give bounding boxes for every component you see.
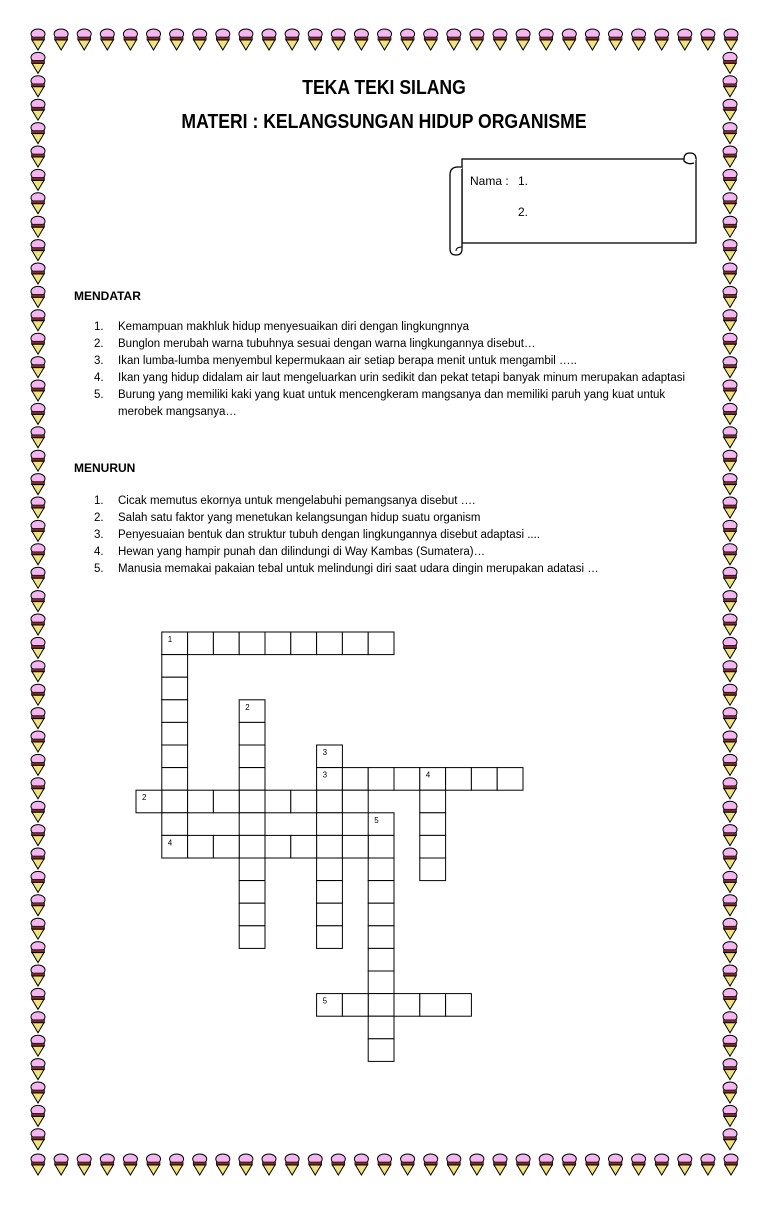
crossword-cell[interactable] [162, 790, 188, 813]
crossword-cell[interactable] [368, 813, 394, 836]
list-item: 2. Salah satu faktor yang menetukan kelangsungan hidup suatu organism [94, 512, 481, 524]
crossword-cell[interactable] [291, 632, 317, 655]
crossword-cell[interactable] [162, 700, 188, 723]
crossword-cell[interactable] [136, 790, 162, 813]
crossword-cell[interactable] [420, 768, 446, 791]
crossword-cell[interactable] [368, 768, 394, 791]
crossword-cell[interactable] [162, 835, 188, 858]
mendatar-heading: MENDATAR [74, 289, 141, 303]
crossword-cell[interactable] [368, 971, 394, 994]
crossword-cell[interactable] [368, 903, 394, 926]
crossword-cell[interactable] [162, 655, 188, 678]
crossword-cell[interactable] [317, 994, 343, 1017]
list-item: 3. Penyesuaian bentuk dan struktur tubuh dengan lingkungannya disebut adaptasi .... [94, 529, 540, 541]
crossword-cell[interactable] [188, 632, 214, 655]
crossword-cell[interactable] [368, 1016, 394, 1039]
crossword-cell[interactable] [420, 994, 446, 1017]
crossword-cell[interactable] [420, 835, 446, 858]
nama-label: Nama : [470, 174, 509, 188]
crossword-number-label: 3 [322, 748, 328, 757]
crossword-cell[interactable] [446, 994, 472, 1017]
crossword-cell[interactable] [317, 926, 343, 949]
list-item: 5. Burung yang memiliki kaki yang kuat untuk mencengkeram mangsanya dan memiliki paruh yang kuat untuk [94, 389, 666, 401]
crossword-cell[interactable] [265, 835, 291, 858]
crossword-cell[interactable] [239, 632, 265, 655]
crossword-number-label: 5 [374, 815, 379, 825]
crossword-cell[interactable] [239, 858, 265, 881]
crossword-cell[interactable] [342, 994, 368, 1017]
crossword-cell[interactable] [420, 790, 446, 813]
crossword-cell[interactable] [368, 1039, 394, 1062]
crossword-cell[interactable] [497, 768, 523, 791]
crossword-cell[interactable] [162, 677, 188, 700]
crossword-cell[interactable] [291, 835, 317, 858]
list-item: 3. Ikan lumba-lumba menyembul kepermukaan air setiap berapa menit untuk mengambil ….. [94, 355, 577, 367]
crossword-cell[interactable] [239, 835, 265, 858]
crossword-cell[interactable] [446, 768, 472, 791]
list-item: 1. Kemampuan makhluk hidup menyesuaikan diri dengan lingkungnnya [94, 321, 469, 333]
crossword-cell[interactable] [368, 632, 394, 655]
crossword-cell[interactable] [342, 790, 368, 813]
nama-second: 2. [518, 205, 529, 219]
page-subtitle: MATERI : KELANGSUNGAN HIDUP ORGANISME [181, 111, 587, 133]
crossword-cell[interactable] [394, 994, 420, 1017]
crossword-cell[interactable] [213, 790, 239, 813]
crossword-cell[interactable] [239, 926, 265, 949]
crossword-cell[interactable] [188, 835, 214, 858]
list-item: 5. Manusia memakai pakaian tebal untuk melindungi diri saat udara dingin merupakan adatasi … [94, 563, 599, 575]
page-title: TEKA TEKI SILANG [302, 77, 466, 99]
crossword-number-label: 4 [167, 838, 173, 848]
crossword-cell[interactable] [162, 813, 188, 836]
crossword-cell[interactable] [317, 790, 343, 813]
crossword-cell[interactable] [162, 632, 188, 655]
crossword-cell[interactable] [317, 881, 343, 904]
crossword-cell[interactable] [239, 813, 265, 836]
crossword-cell[interactable] [368, 835, 394, 858]
crossword-cell[interactable] [368, 881, 394, 904]
crossword-cell[interactable] [265, 790, 291, 813]
crossword-number-label: 5 [322, 996, 328, 1006]
crossword-cell[interactable] [317, 813, 343, 836]
list-item: merobek mangsanya… [118, 406, 237, 418]
crossword-cell[interactable] [213, 632, 239, 655]
crossword-cell[interactable] [213, 835, 239, 858]
crossword-cell[interactable] [239, 903, 265, 926]
crossword-cell[interactable] [471, 768, 497, 791]
crossword-cell[interactable] [394, 768, 420, 791]
crossword-cell[interactable] [188, 790, 214, 813]
list-item: 2. Bunglon merubah warna tubuhnya sesuai dengan warna lingkungannya disebut… [94, 338, 536, 350]
crossword-cell[interactable] [368, 926, 394, 949]
crossword-cell[interactable] [265, 632, 291, 655]
crossword-cell[interactable] [342, 835, 368, 858]
crossword-cell[interactable] [317, 768, 343, 791]
crossword-cell[interactable] [239, 722, 265, 745]
crossword-cell[interactable] [368, 948, 394, 971]
crossword-cell[interactable] [239, 790, 265, 813]
crossword-cell[interactable] [291, 790, 317, 813]
crossword-number-label: 2 [245, 702, 250, 712]
crossword-cell[interactable] [162, 768, 188, 791]
menurun-heading: MENURUN [74, 461, 136, 475]
crossword-number-label: 1 [167, 635, 173, 644]
crossword-cell[interactable] [317, 632, 343, 655]
crossword-cell[interactable] [342, 632, 368, 655]
crossword-cell[interactable] [162, 745, 188, 768]
crossword-cell[interactable] [239, 700, 265, 723]
crossword-number-label: 4 [425, 770, 431, 780]
crossword-number-label: 3 [322, 770, 328, 780]
crossword-cell[interactable] [317, 903, 343, 926]
nama-first: 1. [518, 174, 529, 188]
crossword-cell[interactable] [239, 745, 265, 768]
list-item: 1. Cicak memutus ekornya untuk mengelabuhi pemangsanya disebut …. [94, 495, 476, 507]
list-item: 4. Ikan yang hidup didalam air laut mengeluarkan urin sedikit dan pekat tetapi banyak minum merupakan adaptasi [94, 372, 686, 384]
crossword-cell[interactable] [317, 858, 343, 881]
crossword-cell[interactable] [368, 994, 394, 1017]
crossword-cell[interactable] [317, 745, 343, 768]
crossword-cell[interactable] [317, 835, 343, 858]
crossword-cell[interactable] [162, 722, 188, 745]
crossword-cell[interactable] [239, 881, 265, 904]
crossword-number-label: 2 [142, 793, 147, 803]
crossword-cell[interactable] [239, 768, 265, 791]
crossword-cell[interactable] [368, 858, 394, 881]
crossword-cell[interactable] [420, 858, 446, 881]
list-item: 4. Hewan yang hampir punah dan dilindungi di Way Kambas (Sumatera)… [94, 546, 486, 558]
crossword-cell[interactable] [420, 813, 446, 836]
crossword-cell[interactable] [342, 768, 368, 791]
